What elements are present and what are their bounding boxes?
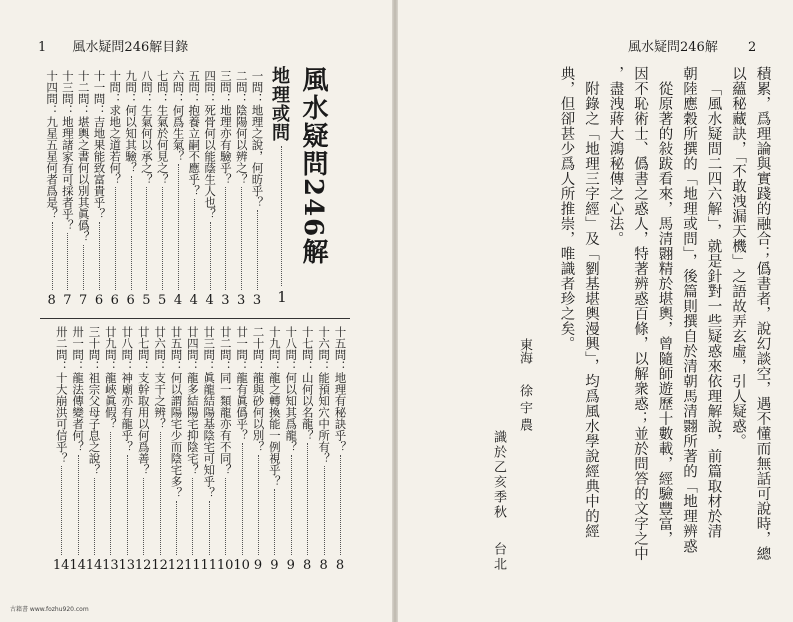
toc-page-number: 4 [189, 293, 198, 308]
toc-entry: 三十問：祖宗父母子息之說？ [87, 326, 102, 476]
toc-page-number: 10 [233, 558, 250, 573]
toc-entry: 十七問：山何以名龍？ [300, 326, 315, 441]
preface-column: 「風水疑問二四六解」，就是針對一些疑惑來依理解說，前篇取材於清 [705, 81, 722, 539]
signature-city: 台北 [491, 542, 506, 572]
toc-page-number: 9 [270, 558, 279, 573]
toc-leader [324, 466, 325, 555]
toc-entry: 十八問：何以知其爲龍？ [284, 326, 299, 453]
toc-page-number: 8 [335, 558, 345, 573]
toc-leader [241, 187, 242, 290]
toc-page-number: 9 [253, 558, 263, 573]
toc-page-number: 14 [69, 558, 86, 573]
toc-leader [143, 478, 144, 556]
toc-leader [146, 187, 147, 290]
toc-page-number: 8 [303, 558, 312, 573]
signature-author: 徐宇農 [517, 384, 532, 435]
left-header-title: 風水疑問246解目錄 [72, 40, 189, 55]
toc-page-number: 10 [216, 558, 234, 573]
toc-entry: 十二問：堪輿之書何以別其眞僞？ [76, 70, 91, 243]
toc-page-number: 13 [102, 558, 119, 573]
toc-leader [176, 501, 177, 556]
toc-page-number: 3 [237, 293, 246, 308]
book-spine [392, 0, 398, 622]
toc-entry: 十問：求地之道若何？ [108, 70, 123, 185]
toc-leader [127, 455, 128, 556]
toc-page-number: 12 [167, 558, 185, 573]
toc-leader [210, 222, 211, 291]
toc-entry: 七問：生氣於何見之？ [155, 70, 170, 185]
preface-column: ，盡洩蔣大鴻秘傳之心法。 [607, 66, 624, 246]
toc-leader [178, 164, 179, 290]
toc-entry: 卅二問：十大崩洪可信乎？ [54, 326, 69, 464]
toc-entry: 十九問：龍之轉換能一例視乎？ [267, 326, 282, 487]
toc-page-number: 11 [184, 558, 201, 573]
toc-entry: 二問：陰陽何以辨之？ [234, 70, 249, 185]
toc-leader [257, 210, 258, 290]
toc-entry: 廿八問：神廟亦有龍乎？ [120, 326, 135, 453]
toc-page-number: 7 [79, 293, 88, 308]
left-header [38, 36, 188, 55]
toc-entry: 廿七問：支幹取用以何爲善？ [136, 326, 151, 476]
toc-page-number: 4 [173, 293, 183, 308]
right-header-title: 風水疑問246解 [628, 40, 718, 55]
toc-entry: 廿一問：龍有眞僞乎？ [235, 326, 250, 441]
site-footer: 古籍書 www.fozhu920.com [10, 606, 89, 613]
toc-page-number: 11 [200, 558, 218, 573]
toc-entry: 十四問：九星五星何者爲是？ [45, 70, 60, 220]
toc-page-number: 5 [142, 293, 151, 308]
toc-entry: 廿二問：同一類龍亦有不同？ [218, 326, 233, 476]
toc-leader [160, 432, 161, 556]
toc-entry: 九問：何以知其驗？ [124, 70, 139, 174]
toc-entry: 八問：生氣何以承之？ [139, 70, 154, 185]
preface-column: 附錄之「地理三字經」及「劉基堪輿漫興」，均爲風水學說經典中的經 [583, 81, 599, 539]
preface-column: 從原著的敍跋看來，馬清翾精於堪輿，曾隨師遊歷十數載，經驗豐富， [656, 81, 673, 546]
left-page [0, 0, 390, 622]
right-header [628, 36, 756, 55]
preface-column: 以蘊秘藏訣，「不敢洩漏天機」之語故弄玄虛，引人疑惑。 [730, 66, 746, 449]
toc-entry: 十六問：能預知穴中所有？ [317, 326, 332, 464]
toc-page-number: 6 [126, 293, 135, 308]
toc-page-number: 8 [47, 293, 56, 308]
toc-entry: 卅一問：龍法傳變者何？ [71, 326, 86, 453]
toc-entry: 廿三問：眞龍結陽基陰宅可知乎？ [202, 326, 217, 499]
toc-page-number: 3 [252, 293, 262, 308]
toc-leader [340, 455, 341, 556]
toc-page-number: 9 [286, 558, 295, 573]
toc-leader [83, 245, 84, 291]
toc-leader [94, 478, 95, 556]
toc-page-number: 12 [134, 558, 152, 573]
signature-place: 東海 [517, 338, 532, 364]
toc-leader [162, 187, 163, 290]
toc-leader [274, 489, 275, 555]
toc-entry: 三問：地理亦有驗乎？ [218, 70, 233, 185]
toc-leader [52, 222, 53, 291]
book-title: 風水疑問246解 [298, 66, 328, 267]
toc-leader [67, 233, 68, 290]
toc-leader [110, 432, 111, 556]
preface-column: 積累，爲理論與實踐的融合；僞書者，說幻談空，遇不懂而無話可說時，總 [754, 66, 771, 561]
toc-entry: 一問：地理之說，何昉乎？ [250, 70, 265, 208]
toc-entry: 二十問：龍與砂何以別？ [251, 326, 266, 453]
toc-divider [40, 318, 350, 319]
right-page-number: 2 [747, 40, 757, 55]
toc-entry: 五問：抱養立嗣不應乎？ [187, 70, 202, 197]
toc-page-number: 8 [319, 558, 328, 573]
toc-leader [242, 443, 243, 555]
toc-leader [192, 478, 193, 556]
preface-column: 因不恥術士、僞書之惑人，特著辨惑百條，以解衆惑；並於問答的文字之中 [632, 66, 648, 561]
toc-leader [115, 187, 116, 290]
left-page-number: 1 [38, 40, 47, 55]
signature-date: 識於乙亥季秋 [491, 430, 506, 520]
toc-entry: 廿六問：支干之辨？ [153, 326, 168, 430]
toc-page-number: 14 [52, 558, 70, 573]
toc-leader [307, 443, 308, 555]
toc-leader [258, 455, 259, 556]
toc-leader [61, 466, 62, 555]
toc-page-number: 6 [110, 293, 119, 308]
toc-page-number: 5 [158, 293, 167, 308]
toc-leader [225, 478, 226, 556]
toc-entry: 四問：死骨何以能蔭生人也？ [203, 70, 218, 220]
toc-leader [291, 455, 292, 556]
toc-entry: 十一問：吉地果能致富貴乎？ [92, 70, 107, 220]
toc-leader [99, 222, 100, 291]
toc-page-number: 6 [94, 293, 104, 308]
toc-entry: 廿五問：何以謂陽宅少而陰宅多？ [169, 326, 184, 499]
right-page [400, 0, 793, 622]
toc-leader [209, 501, 210, 556]
toc-leader [194, 199, 195, 291]
toc-page-number: 12 [151, 558, 168, 573]
toc-entry: 十五問：地理有秘訣乎？ [333, 326, 348, 453]
toc-entry: 廿四問：龍多結陽宅抑陰宅？ [185, 326, 200, 476]
section-page-number: 1 [277, 288, 287, 306]
toc-page-number: 4 [205, 293, 214, 308]
toc-page-number: 3 [221, 293, 230, 308]
section-title: 地理或問 [269, 66, 290, 142]
toc-leader [131, 176, 132, 291]
toc-page-number: 13 [118, 558, 136, 573]
toc-page-number: 14 [85, 558, 103, 573]
section-leader [281, 146, 282, 286]
preface-column: 典，但卻甚少爲人所推崇，唯識者珍之矣。 [558, 66, 575, 351]
preface-column: 朝陸應穀所撰的「地理或問」，後篇則撰自於清朝馬清翾所著的「地理辨惑 [681, 66, 697, 554]
toc-entry: 廿九問：龍峽眞假？ [103, 326, 118, 430]
toc-leader [225, 187, 226, 290]
toc-entry: 六問：何爲生氣？ [171, 70, 186, 162]
toc-page-number: 7 [63, 293, 72, 308]
toc-entry: 十三問：地理諸家有可採者乎？ [60, 70, 75, 231]
toc-leader [78, 455, 79, 556]
